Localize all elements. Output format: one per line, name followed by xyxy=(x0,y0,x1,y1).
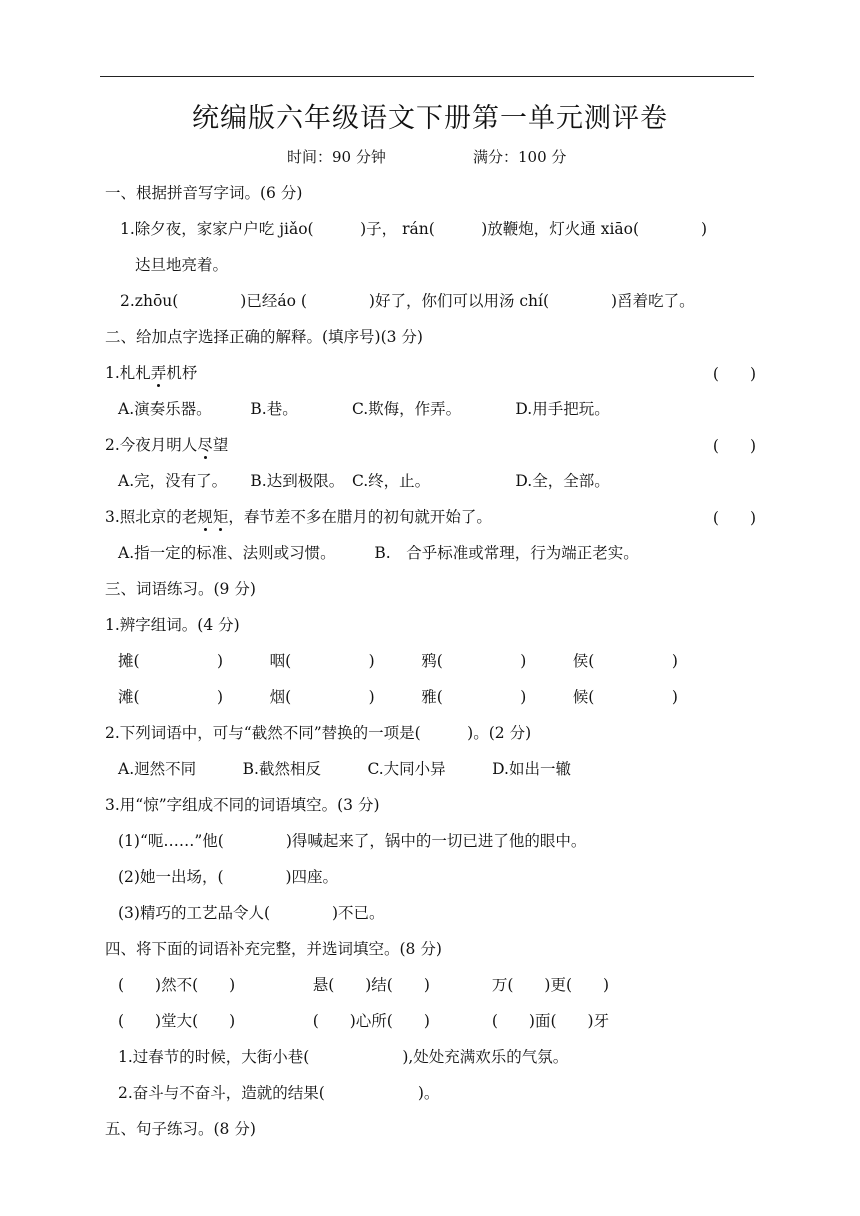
exam-time: 时间：90 分钟 xyxy=(287,148,386,166)
s3-question-3: 3.用“惊”字组成不同的词语填空。(3 分) xyxy=(105,796,380,814)
s2-question-3: 3.照北京的老规矩，春节差不多在腊月的初旬就开始了。 xyxy=(105,508,492,526)
full-score: 满分：100 分 xyxy=(473,148,567,166)
s3-question-1: 1.辨字组词。(4 分) xyxy=(105,616,240,634)
s2-question-1-options: A.演奏乐器。 B.巷。 C.欺侮，作弄。 D.用手把玩。 xyxy=(118,400,610,418)
s1-question-1: 1.除夕夜，家家户户吃 jiǎo( )子， rán( )放鞭炮，灯火通 xiāo( ) xyxy=(120,220,708,238)
section-1-heading: 一、根据拼音写字词。(6 分) xyxy=(105,184,303,202)
answer-bracket-1: ( ) xyxy=(712,365,756,383)
dotted-char: 矩 xyxy=(212,508,229,526)
page-title: 统编版六年级语文下册第一单元测评卷 xyxy=(192,103,668,134)
s2-question-3-options: A.指一定的标准、法则或习惯。 B. 合乎标准或常理，行为端正老实。 xyxy=(118,544,639,562)
s3-word-row-1: 摊( ) 咽( ) 鸦( ) 侯( ) xyxy=(118,652,678,670)
s2-question-1: 1.札札弄机杼 xyxy=(105,364,198,382)
s3-question-2-options: A.迥然不同 B.截然相反 C.大同小异 D.如出一辙 xyxy=(118,760,571,778)
s3-word-row-2: 滩( ) 烟( ) 雅( ) 候( ) xyxy=(118,688,678,706)
dotted-char: 规 xyxy=(197,508,213,526)
s3-question-3-a: (1)“呃……”他( )得喊起来了，锅中的一切已进了他的眼中。 xyxy=(118,832,587,850)
s2-question-2-options: A.完，没有了。 B.达到极限。 C.终，止。 D.全，全部。 xyxy=(118,472,610,490)
s4-question-2: 2.奋斗与不奋斗，造就的结果( )。 xyxy=(118,1084,440,1102)
top-rule xyxy=(100,76,754,77)
s4-idiom-row-2: ( )堂大( ) ( )心所( ) ( )面( )牙 xyxy=(118,1012,610,1030)
s4-question-1: 1.过春节的时候，大街小巷( ),处处充满欢乐的气氛。 xyxy=(118,1048,569,1066)
s1-question-2: 2.zhōu( )已经áo ( )好了，你们可以用汤 chí( )舀着吃了。 xyxy=(120,292,695,310)
s1-question-1-cont: 达旦地亮着。 xyxy=(135,256,229,274)
answer-bracket-2: ( ) xyxy=(712,437,756,455)
section-4-heading: 四、将下面的词语补充完整，并选词填空。(8 分) xyxy=(105,940,442,958)
s3-question-2: 2.下列词语中，可与“截然不同”替换的一项是( )。(2 分) xyxy=(105,724,532,742)
section-3-heading: 三、词语练习。(9 分) xyxy=(105,580,256,598)
section-2-heading: 二、给加点字选择正确的解释。(填序号)(3 分) xyxy=(105,328,423,346)
s4-idiom-row-1: ( )然不( ) 悬( )结( ) 万( )更( ) xyxy=(118,976,610,994)
section-5-heading: 五、句子练习。(8 分) xyxy=(105,1120,256,1138)
s2-question-2: 2.今夜月明人尽望 xyxy=(105,436,229,454)
s3-question-3-c: (3)精巧的工艺品令人( )不已。 xyxy=(118,904,385,922)
dotted-char: 弄 xyxy=(150,364,167,382)
answer-bracket-3: ( ) xyxy=(712,509,756,527)
s3-question-3-b: (2)她一出场，( )四座。 xyxy=(118,868,339,886)
dotted-char: 尽 xyxy=(197,436,213,454)
